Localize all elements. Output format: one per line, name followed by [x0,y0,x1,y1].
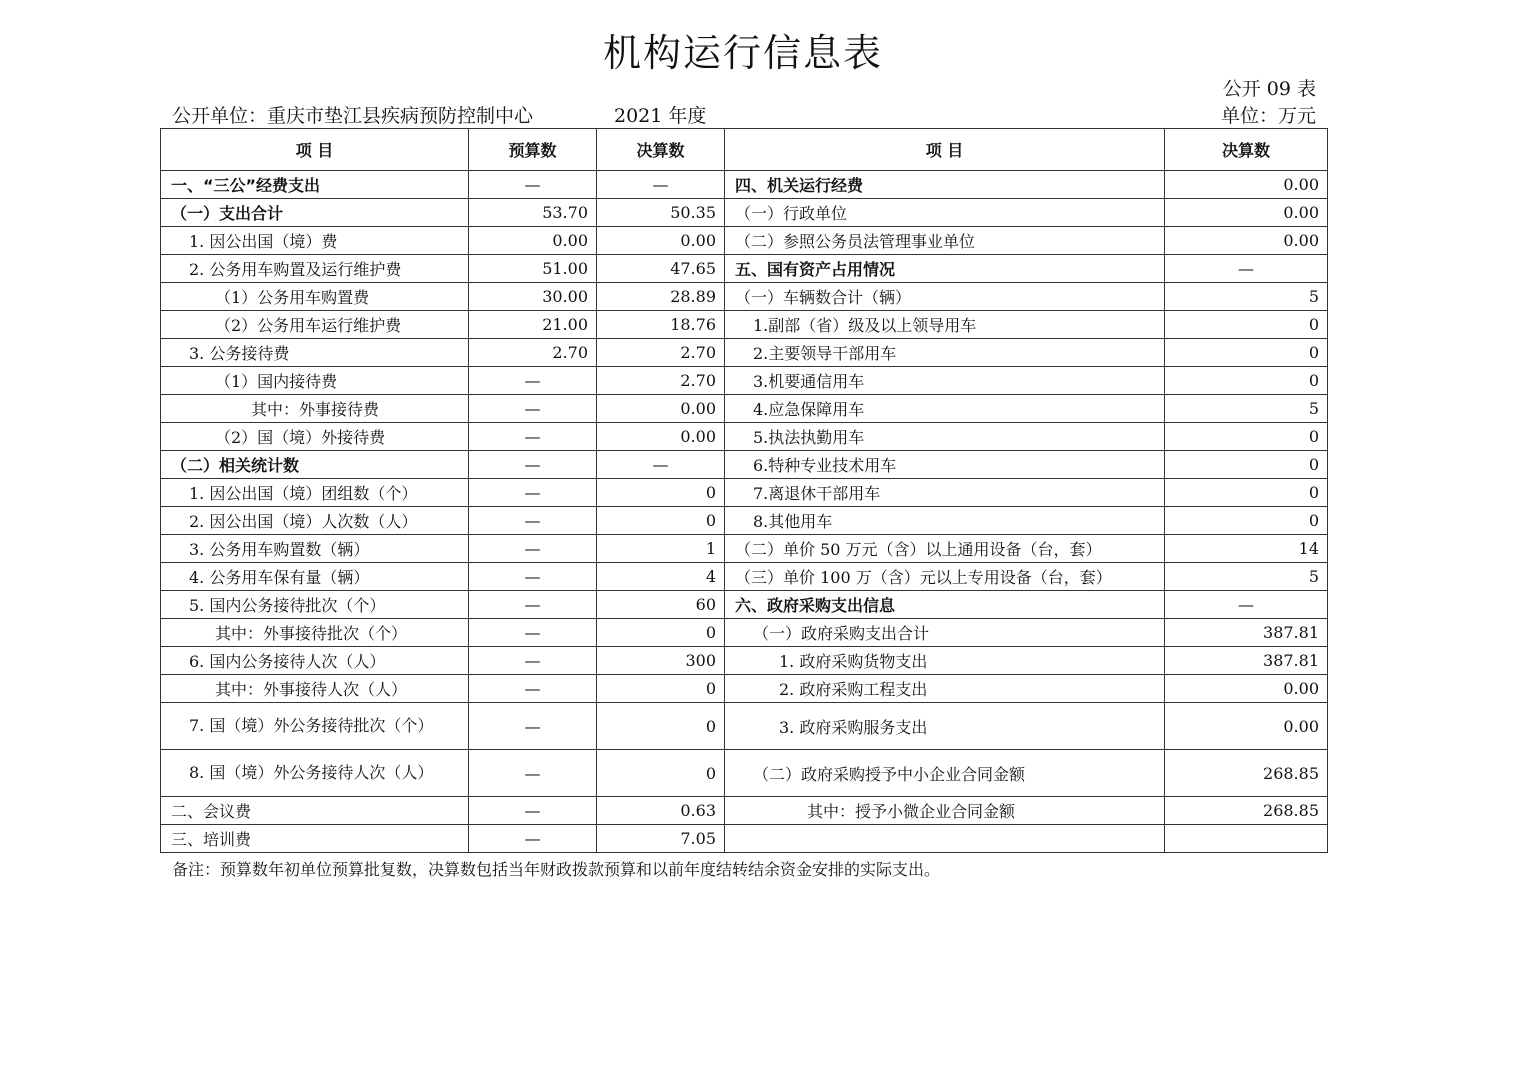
right-final-cell: 0.00 [1165,703,1328,750]
header-final-right: 决算数 [1165,129,1328,171]
budget-cell: 30.00 [469,283,597,311]
right-item-cell: （一）政府采购支出合计 [725,619,1165,647]
right-item-cell: 其中：授予小微企业合同金额 [725,797,1165,825]
final-cell: 0 [597,750,725,797]
left-item-cell: 一、“三公”经费支出 [161,171,469,199]
right-item-cell: 3.机要通信用车 [725,367,1165,395]
table-row [161,283,1328,311]
table-row [161,825,1328,853]
left-item-cell: 1. 因公出国（境）团组数（个） [161,479,469,507]
budget-cell: — [469,797,597,825]
right-item-cell: （一）车辆数合计（辆） [725,283,1165,311]
budget-cell: — [469,750,597,797]
final-cell: 28.89 [597,283,725,311]
header-row [161,129,1328,171]
table-row [161,591,1328,619]
right-final-cell: 0 [1165,339,1328,367]
left-item-cell: 2. 因公出国（境）人次数（人） [161,507,469,535]
left-item-cell: 其中：外事接待人次（人） [161,675,469,703]
right-final-cell: — [1165,591,1328,619]
left-item-cell: 其中：外事接待批次（个） [161,619,469,647]
right-item-cell: （二）参照公务员法管理事业单位 [725,227,1165,255]
budget-cell: — [469,423,597,451]
right-item-cell: 2.主要领导干部用车 [725,339,1165,367]
final-cell: — [597,171,725,199]
reporting-unit: 公开单位：重庆市垫江县疾病预防控制中心 [172,105,534,127]
final-cell: 18.76 [597,311,725,339]
budget-cell: — [469,171,597,199]
table-row [161,797,1328,825]
right-item-cell: 8.其他用车 [725,507,1165,535]
left-item-cell: （1）国内接待费 [161,367,469,395]
table-row [161,311,1328,339]
final-cell: 50.35 [597,199,725,227]
final-cell: 0.00 [597,227,725,255]
table-row [161,255,1328,283]
right-final-cell: 268.85 [1165,750,1328,797]
left-item-cell: （二）相关统计数 [161,451,469,479]
budget-cell: — [469,619,597,647]
budget-cell: — [469,507,597,535]
header-item-left: 项 目 [161,129,469,171]
table-row [161,750,1328,797]
table-row [161,675,1328,703]
left-item-cell: （2）公务用车运行维护费 [161,311,469,339]
budget-cell: — [469,703,597,750]
table-row [161,535,1328,563]
table-row [161,227,1328,255]
right-final-cell: 5 [1165,395,1328,423]
table-row [161,339,1328,367]
right-item-cell: 五、国有资产占用情况 [725,255,1165,283]
table-row [161,647,1328,675]
right-final-cell: 268.85 [1165,797,1328,825]
left-item-cell: 二、会议费 [161,797,469,825]
left-item-cell: 3. 公务接待费 [161,339,469,367]
money-unit: 单位：万元 [1220,105,1316,127]
right-item-cell: 四、机关运行经费 [725,171,1165,199]
right-item-cell: （三）单价 100 万（含）元以上专用设备（台，套） [725,563,1165,591]
right-final-cell: 0 [1165,479,1328,507]
final-cell: 0 [597,675,725,703]
final-cell: 0 [597,619,725,647]
right-item-cell: （二）单价 50 万元（含）以上通用设备（台，套） [725,535,1165,563]
right-final-cell: 0.00 [1165,171,1328,199]
table-row [161,507,1328,535]
right-final-cell: 0 [1165,507,1328,535]
right-final-cell: 14 [1165,535,1328,563]
budget-cell: — [469,675,597,703]
budget-cell: 0.00 [469,227,597,255]
table-row [161,171,1328,199]
budget-cell: 53.70 [469,199,597,227]
budget-cell: — [469,647,597,675]
budget-cell: — [469,479,597,507]
final-cell: 0 [597,479,725,507]
budget-cell: — [469,451,597,479]
header-budget: 预算数 [469,129,597,171]
right-final-cell: 0 [1165,311,1328,339]
budget-cell: — [469,395,597,423]
left-item-cell: 3. 公务用车购置数（辆） [161,535,469,563]
header-final-left: 决算数 [597,129,725,171]
final-cell: 0 [597,507,725,535]
right-item-cell [725,825,1165,853]
fiscal-year: 2021 年度 [614,105,707,127]
final-cell: 4 [597,563,725,591]
right-final-cell: — [1165,255,1328,283]
final-cell: 300 [597,647,725,675]
operation-info-table [160,128,1328,853]
left-item-cell: 5. 国内公务接待批次（个） [161,591,469,619]
final-cell: 0 [597,703,725,750]
final-cell: 0.00 [597,423,725,451]
table-row [161,619,1328,647]
right-item-cell: 2. 政府采购工程支出 [725,675,1165,703]
left-item-cell: 其中：外事接待费 [161,395,469,423]
left-item-cell: （2）国（境）外接待费 [161,423,469,451]
right-final-cell: 387.81 [1165,647,1328,675]
table-row [161,451,1328,479]
right-item-cell: 4.应急保障用车 [725,395,1165,423]
left-item-cell: 8. 国（境）外公务接待人次（人） [161,750,469,797]
right-final-cell: 5 [1165,283,1328,311]
left-item-cell: 1. 因公出国（境）费 [161,227,469,255]
final-cell: 2.70 [597,339,725,367]
table-row [161,703,1328,750]
budget-cell: — [469,563,597,591]
right-item-cell: 6.特种专业技术用车 [725,451,1165,479]
right-final-cell: 0.00 [1165,675,1328,703]
left-item-cell: 4. 公务用车保有量（辆） [161,563,469,591]
table-row [161,395,1328,423]
right-item-cell: 5.执法执勤用车 [725,423,1165,451]
right-item-cell: （一）行政单位 [725,199,1165,227]
right-final-cell: 5 [1165,563,1328,591]
final-cell: 7.05 [597,825,725,853]
final-cell: 0.00 [597,395,725,423]
budget-cell: 2.70 [469,339,597,367]
left-item-cell: 7. 国（境）外公务接待批次（个） [161,703,469,750]
right-item-cell: 1. 政府采购货物支出 [725,647,1165,675]
budget-cell: — [469,367,597,395]
right-item-cell: 六、政府采购支出信息 [725,591,1165,619]
budget-cell: — [469,535,597,563]
left-item-cell: 6. 国内公务接待人次（人） [161,647,469,675]
final-cell: 47.65 [597,255,725,283]
right-item-cell: 3. 政府采购服务支出 [725,703,1165,750]
right-final-cell: 0.00 [1165,227,1328,255]
form-code: 公开 09 表 [1222,78,1316,100]
left-item-cell: 三、培训费 [161,825,469,853]
budget-cell: — [469,591,597,619]
left-item-cell: （1）公务用车购置费 [161,283,469,311]
header-item-right: 项 目 [725,129,1165,171]
budget-cell: 51.00 [469,255,597,283]
table-row [161,423,1328,451]
final-cell: 2.70 [597,367,725,395]
final-cell: 60 [597,591,725,619]
final-cell: 0.63 [597,797,725,825]
right-final-cell: 0 [1165,451,1328,479]
table-row [161,367,1328,395]
right-final-cell: 0 [1165,423,1328,451]
right-final-cell: 0.00 [1165,199,1328,227]
final-cell: 1 [597,535,725,563]
left-item-cell: 2. 公务用车购置及运行维护费 [161,255,469,283]
right-item-cell: 1.副部（省）级及以上领导用车 [725,311,1165,339]
footnote: 备注：预算数年初单位预算批复数，决算数包括当年财政拨款预算和以前年度结转结余资金安排的实际支出。 [172,860,941,879]
budget-cell: — [469,825,597,853]
right-final-cell: 0 [1165,367,1328,395]
budget-cell: 21.00 [469,311,597,339]
final-cell: — [597,451,725,479]
table-row [161,479,1328,507]
table-row [161,563,1328,591]
right-item-cell: 7.离退休干部用车 [725,479,1165,507]
table-row [161,199,1328,227]
right-item-cell: （二）政府采购授予中小企业合同金额 [725,750,1165,797]
right-final-cell: 387.81 [1165,619,1328,647]
right-final-cell [1165,825,1328,853]
page-title: 机构运行信息表 [602,31,883,75]
left-item-cell: （一）支出合计 [161,199,469,227]
